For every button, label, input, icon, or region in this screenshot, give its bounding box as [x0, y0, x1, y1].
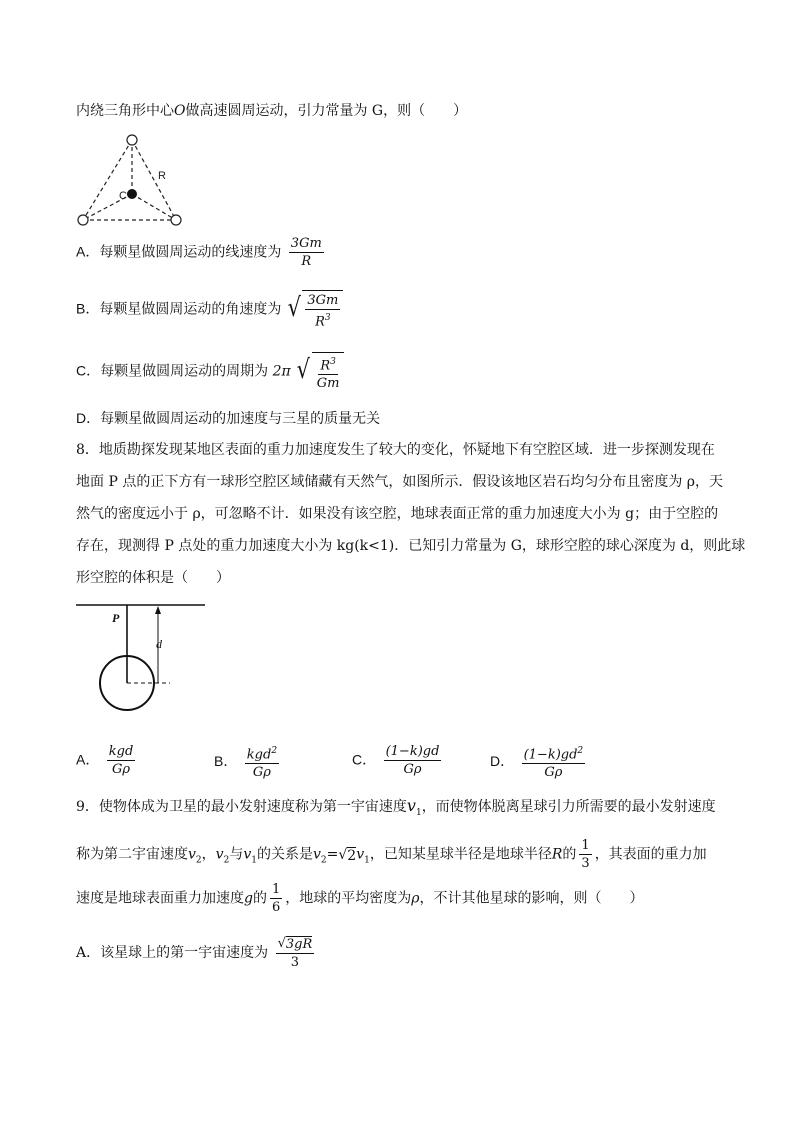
q9-text: 的关系是	[256, 846, 313, 863]
label-p: P	[112, 611, 120, 625]
q8-option-c	[352, 744, 444, 777]
frac-den: Gρ	[252, 765, 271, 781]
q9-text: 的	[562, 846, 577, 863]
frac-den	[313, 310, 333, 329]
sqrt-sign: √	[296, 355, 311, 385]
q9-rel-rhs: v	[356, 846, 365, 863]
q9-r: R	[551, 846, 563, 863]
sqrt-sign: √	[277, 936, 286, 951]
q9-v2: v	[215, 846, 224, 863]
q9-text: ，	[201, 846, 216, 863]
sqrt-body	[302, 290, 343, 329]
star-left	[78, 215, 88, 225]
q7-opt-a-fraction	[289, 236, 324, 269]
den-exp: 3	[324, 313, 331, 323]
frac-num: (1−k)gd	[385, 744, 440, 759]
q9-rel-lhs-sub: 2	[320, 855, 327, 866]
q7-opt-c-prefix: 2π	[272, 363, 291, 380]
q7-option-b	[76, 290, 343, 329]
q8-option-b	[214, 744, 282, 780]
q8-opt-label: B．	[214, 753, 238, 770]
q7-opt-c-fraction	[315, 355, 342, 391]
q9-line-2	[76, 838, 707, 871]
q7-opt-d-label: D．每颗星做圆周运动的加速度与三星的质量无关	[76, 410, 381, 426]
num-var: (1−k)gd	[523, 747, 578, 763]
q9-line-1	[76, 798, 716, 821]
q7-opt-b-label: B．每颗星做圆周运动的角速度为	[76, 300, 282, 317]
q8-line-2: 地面 P 点的正下方有一球形空腔区域储藏有天然气，如图所示．假设该地区岩石均匀分布且密度为 ρ，天	[76, 474, 723, 490]
frac-num: kgd	[108, 744, 134, 759]
q9-v2: v	[188, 846, 196, 863]
frac-num	[245, 744, 279, 764]
num-sqrt	[278, 936, 313, 952]
q8-line-5: 形空腔的体积是（ ）	[76, 570, 230, 586]
q9-text: ，而使物体脱离星球引力所需要的最小发射速度	[421, 799, 716, 815]
q9-text: ，其表面的重力加	[594, 846, 707, 863]
q8-option-d	[490, 744, 588, 780]
q9-text: ，地球的平均密度为	[285, 890, 412, 907]
sqrt-sign: √	[287, 293, 301, 323]
frac-den: Gρ	[112, 762, 131, 777]
q9-sqrt-2	[338, 847, 356, 864]
frac-den: 3	[290, 955, 300, 970]
q8-line-1: 8．地质勘探发现某地区表面的重力加速度发生了较大的变化，怀疑地下有空腔区域．进一步探测发现在	[76, 442, 715, 458]
q9-rel-rhs-sub: 1	[364, 855, 370, 866]
q9-frac-1-6	[270, 882, 282, 915]
q7-option-c	[76, 352, 344, 391]
q7-intro-text: 内绕三角形中心	[76, 103, 174, 119]
q9-text: 的	[252, 890, 267, 907]
num-exp: 2	[271, 746, 278, 756]
frac-den: Gm	[316, 376, 340, 392]
q9-v1-sub: 1	[251, 855, 257, 866]
frac-den: Gρ	[403, 762, 422, 777]
q7-opt-c-sqrt	[295, 352, 344, 391]
q9-g: g	[244, 890, 253, 907]
q9-text: ，不计其他星球的影响，则（ ）	[419, 890, 644, 907]
label-d: d	[156, 637, 162, 651]
q8-opt-label: A．	[76, 751, 100, 768]
sqrt-sign: √	[338, 846, 348, 863]
frac-num: 3Gm	[307, 293, 339, 308]
star-top	[127, 135, 137, 145]
frac-num	[276, 936, 315, 954]
q8-line-4: 存在，现测得 P 点处的重力加速度大小为 kg(k<1)．已知引力常量为 G，球形空腔的球心深度为 d，则此球	[76, 538, 746, 554]
sqrt-body	[312, 352, 345, 391]
triangle-side-right	[132, 140, 176, 220]
q9-text: ，已知某星球半径是地球半径	[369, 846, 552, 863]
num-exp: 3	[330, 357, 336, 367]
q9-option-a	[76, 936, 317, 970]
q9-text: 9．使物体成为卫星的最小发射速度称为第一宇宙速度	[76, 799, 407, 815]
q9-rel-eq: =	[326, 846, 339, 863]
label-c: C	[119, 190, 127, 202]
q9-text: 与	[229, 846, 244, 863]
num-exp: 2	[577, 746, 584, 756]
q8-opt-label: D．	[490, 753, 515, 770]
q8-opt-a-fraction	[107, 744, 136, 777]
q7-opt-b-sqrt	[286, 290, 344, 329]
frac-num: 1	[581, 838, 590, 853]
q9-rel-lhs: v	[312, 846, 321, 863]
frac-num: 1	[271, 882, 281, 897]
q7-intro-text-2: 做高速圆周运动，引力常量为 G，则（ ）	[185, 103, 468, 119]
q9-frac-1-3	[579, 838, 591, 871]
q9-v1-sub: 1	[415, 807, 422, 818]
depth-arrow-head	[155, 606, 161, 614]
label-r: R	[158, 170, 166, 182]
num-var: kgd	[246, 747, 272, 763]
q8-option-a	[76, 744, 138, 777]
q7-intro-line	[76, 103, 467, 119]
star-right	[171, 215, 181, 225]
q8-opt-label: C．	[352, 751, 377, 768]
center-body	[127, 189, 137, 199]
q9-v2-sub: 2	[223, 855, 230, 866]
q7-option-a	[76, 236, 327, 269]
q9-v1: v	[243, 846, 252, 863]
q7-opt-a-label: A．每颗星做圆周运动的线速度为	[76, 243, 282, 260]
frac-den: Gρ	[544, 765, 563, 781]
q7-opt-c-label: C．每颗星做圆周运动的周期为	[76, 362, 269, 379]
q9-text: 称为第二宇宙速度	[76, 846, 188, 863]
frac-den: 6	[271, 900, 281, 915]
q9-line-3	[76, 882, 643, 915]
q7-triangle-figure	[74, 130, 189, 230]
q8-opt-c-fraction	[384, 744, 442, 777]
frac-num	[522, 744, 586, 764]
q9-v1: v	[406, 796, 416, 815]
frac-num	[318, 355, 338, 375]
q9-rho: ρ	[411, 890, 420, 907]
sqrt-body: 3gR	[285, 937, 313, 952]
q7-option-d	[76, 410, 380, 427]
frac-den: 3	[581, 856, 590, 871]
q7-center-o: O	[174, 103, 186, 119]
frac-den: R	[301, 254, 312, 269]
q9-opt-a-label: A．该星球上的第一宇宙速度为	[76, 945, 269, 961]
q8-opt-b-fraction	[245, 744, 279, 780]
q9-v2-sub: 2	[195, 855, 202, 866]
radius-line-right	[132, 194, 176, 220]
q8-cavity-figure	[74, 598, 209, 713]
sqrt-body: 2	[347, 847, 357, 864]
q7-opt-b-fraction	[305, 293, 340, 329]
triangle-side-left	[83, 140, 132, 220]
q9-opt-a-fraction	[276, 936, 315, 970]
q9-text: 速度是地球表面重力加速度	[76, 890, 244, 907]
num-var: R	[320, 358, 331, 374]
frac-num: 3Gm	[290, 236, 322, 251]
q8-opt-d-fraction	[522, 744, 586, 780]
q8-line-3: 然气的密度远小于 ρ，可忽略不计．如果没有该空腔，地球表面正常的重力加速度大小为 g；由于空腔的	[76, 506, 719, 522]
den-var: R	[315, 314, 325, 330]
